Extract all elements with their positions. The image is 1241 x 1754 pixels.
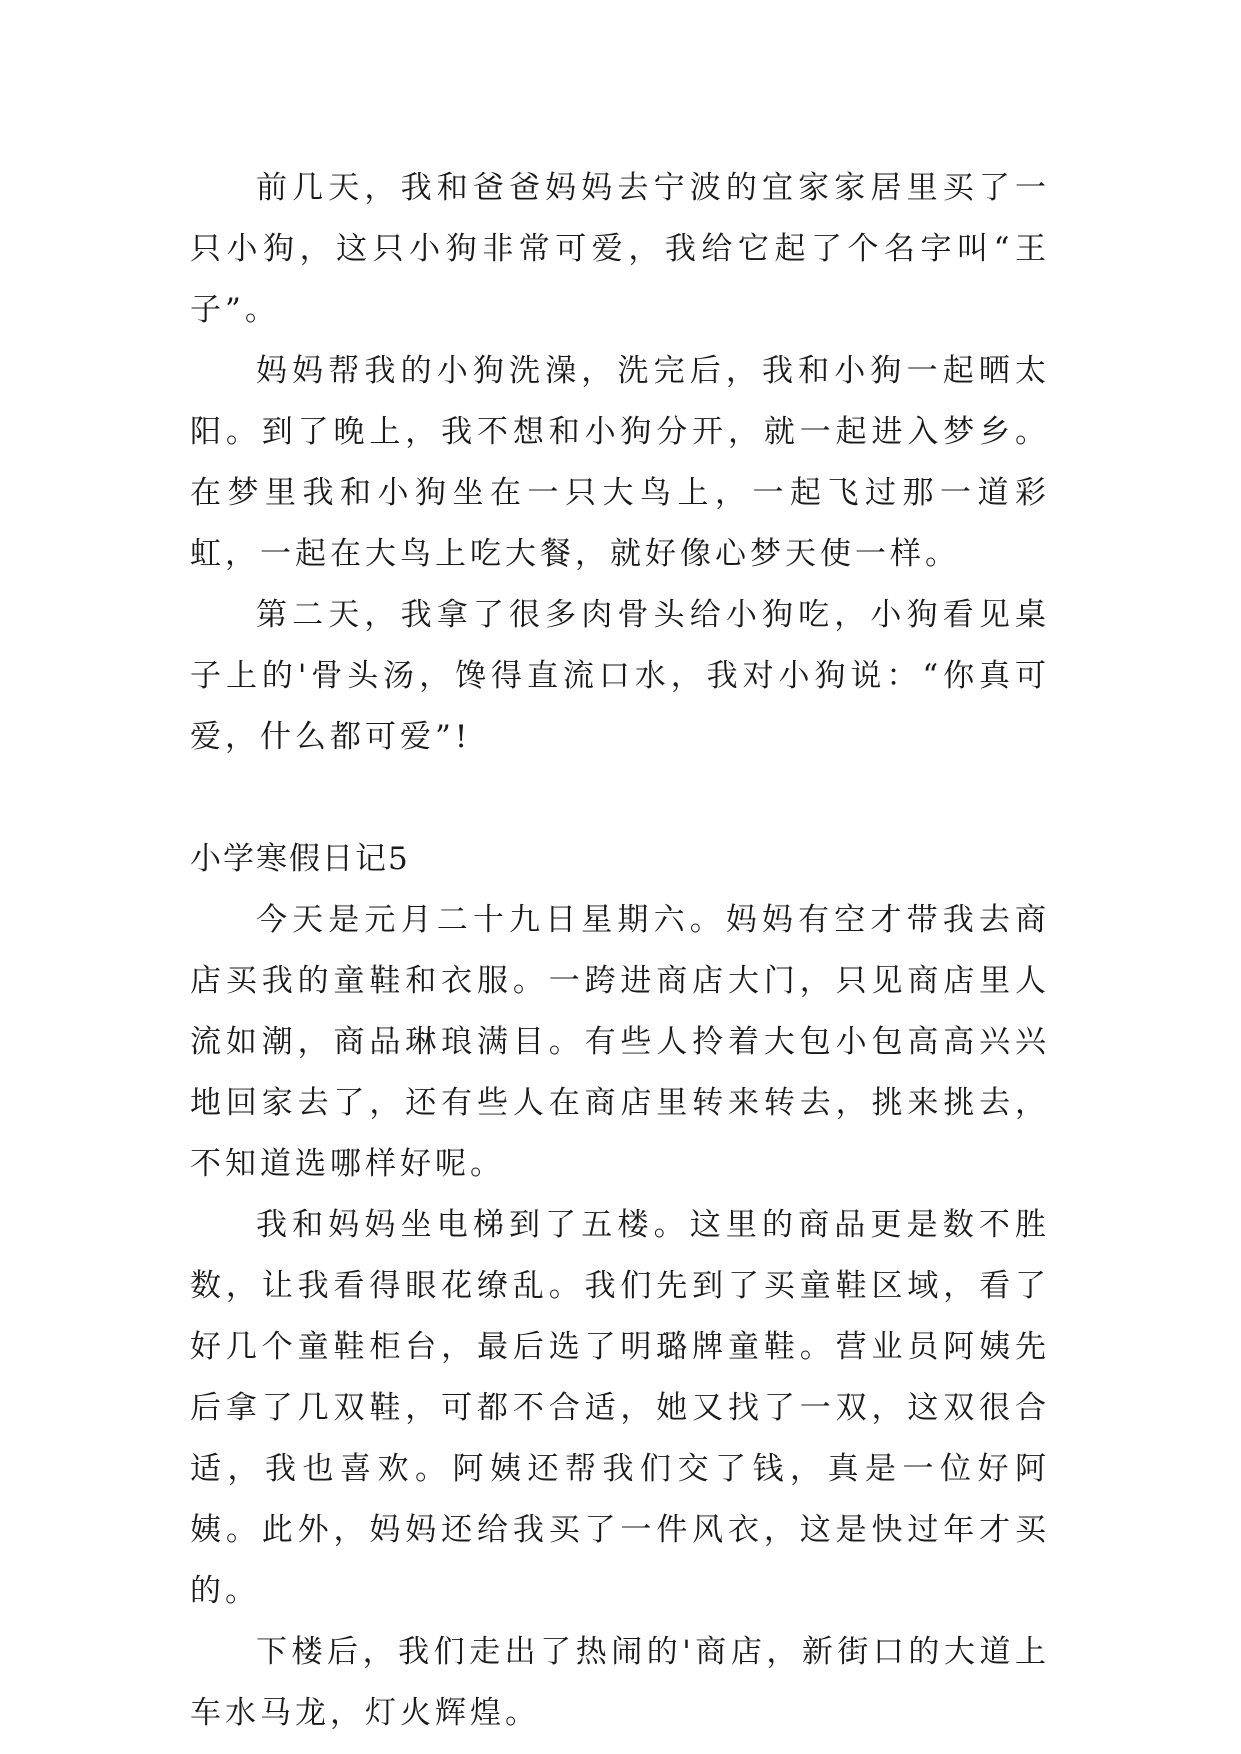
document-body — [190, 158, 1050, 1744]
paragraph: 今天是元月二十九日星期六。妈妈有空才带我去商店买我的童鞋和衣服。一跨进商店大门，只见商店里人流如潮，商品琳琅满目。有些人拎着大包小包高高兴兴地回家去了，还有些人在商店里转来转去，挑来挑去，不知道选哪样好呢。 — [190, 902, 1050, 1182]
paragraph: 妈妈帮我的小狗洗澡，洗完后，我和小狗一起晒太阳。到了晚上，我不想和小狗分开，就一起进入梦乡。在梦里我和小狗坐在一只大鸟上，一起飞过那一道彩虹，一起在大鸟上吃大餐，就好像心梦天使一样。 — [190, 353, 1050, 572]
section-title: 小学寒假日记5 — [190, 841, 410, 877]
paragraph: 下楼后，我们走出了热闹的'商店，新街口的大道上车水马龙，灯火辉煌。 — [190, 1634, 1050, 1731]
section-gap — [190, 768, 1050, 829]
paragraph: 我和妈妈坐电梯到了五楼。这里的商品更是数不胜数，让我看得眼花缭乱。我们先到了买童鞋区域，看了好几个童鞋柜台，最后选了明璐牌童鞋。营业员阿姨先后拿了几双鞋，可都不合适，她又找了一双，这双很合适，我也喜欢。阿姨还帮我们交了钱，真是一位好阿姨。此外，妈妈还给我买了一件风衣，这是快过年才买的。 — [190, 1207, 1050, 1609]
paragraph: 前几天，我和爸爸妈妈去宁波的宜家家居里买了一只小狗，这只小狗非常可爱，我给它起了个名字叫“王子”。 — [190, 170, 1050, 328]
paragraph: 第二天，我拿了很多肉骨头给小狗吃，小狗看见桌子上的'骨头汤，馋得直流口水，我对小狗说：“你真可爱，什么都可爱”! — [190, 597, 1050, 755]
